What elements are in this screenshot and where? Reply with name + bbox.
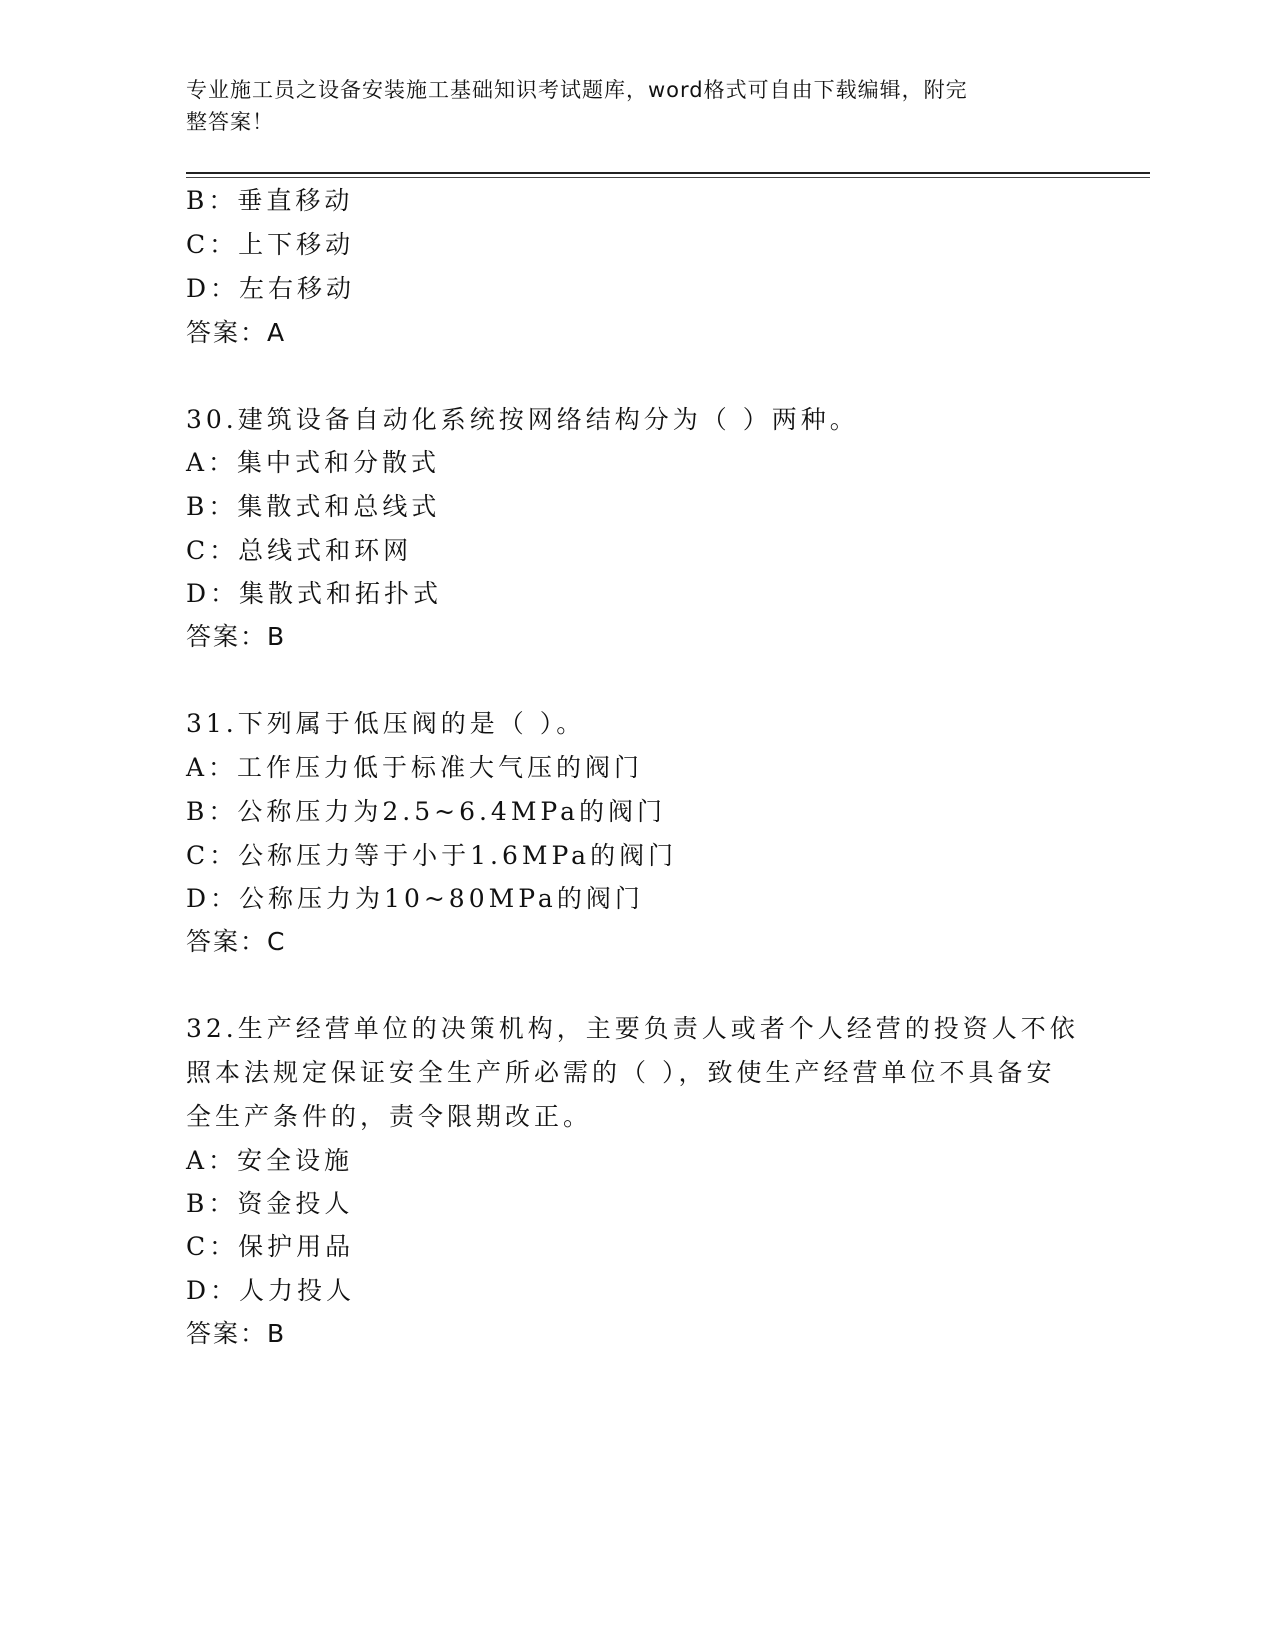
answer-line: 答案：C	[186, 927, 287, 956]
header-title-line-1: 专业施工员之设备安装施工基础知识考试题库，word格式可自由下载编辑，附完	[186, 78, 968, 102]
option-b: B：集散式和总线式	[186, 492, 441, 521]
question-stem-line-1: 32.生产经营单位的决策机构，主要负责人或者个人经营的投资人不依	[186, 1014, 1079, 1043]
option-b: B：公称压力为2.5~6.4MPa的阀门	[186, 797, 667, 826]
option-a: A：集中式和分散式	[186, 448, 441, 477]
option-d: D：公称压力为10~80MPa的阀门	[186, 884, 644, 913]
option-d: D：人力投人	[186, 1276, 356, 1305]
header-divider-thin	[186, 177, 1150, 178]
answer-line: 答案：B	[186, 622, 287, 651]
question-stem-line-2: 照本法规定保证安全生产所必需的（ ），致使生产经营单位不具备安	[186, 1058, 1056, 1087]
option-b: B：垂直移动	[186, 186, 354, 215]
question-stem-line-3: 全生产条件的，责令限期改正。	[186, 1102, 593, 1131]
question-stem: 30.建筑设备自动化系统按网络结构分为（ ）两种。	[186, 405, 859, 434]
question-stem: 31.下列属于低压阀的是（ ）。	[186, 709, 586, 738]
header-divider-thick	[186, 172, 1150, 174]
option-d: D：左右移动	[186, 274, 356, 303]
option-c: C：保护用品	[186, 1232, 355, 1261]
option-a: A：工作压力低于标准大气压的阀门	[186, 753, 644, 782]
answer-line: 答案：B	[186, 1319, 287, 1348]
option-a: A：安全设施	[186, 1146, 354, 1175]
answer-line: 答案：A	[186, 318, 287, 347]
option-c: C：公称压力等于小于1.6MPa的阀门	[186, 841, 678, 870]
header-title-line-2: 整答案！	[186, 110, 274, 134]
option-b: B：资金投人	[186, 1189, 354, 1218]
option-c: C：总线式和环网	[186, 536, 413, 565]
option-c: C：上下移动	[186, 230, 355, 259]
option-d: D：集散式和拓扑式	[186, 579, 443, 608]
